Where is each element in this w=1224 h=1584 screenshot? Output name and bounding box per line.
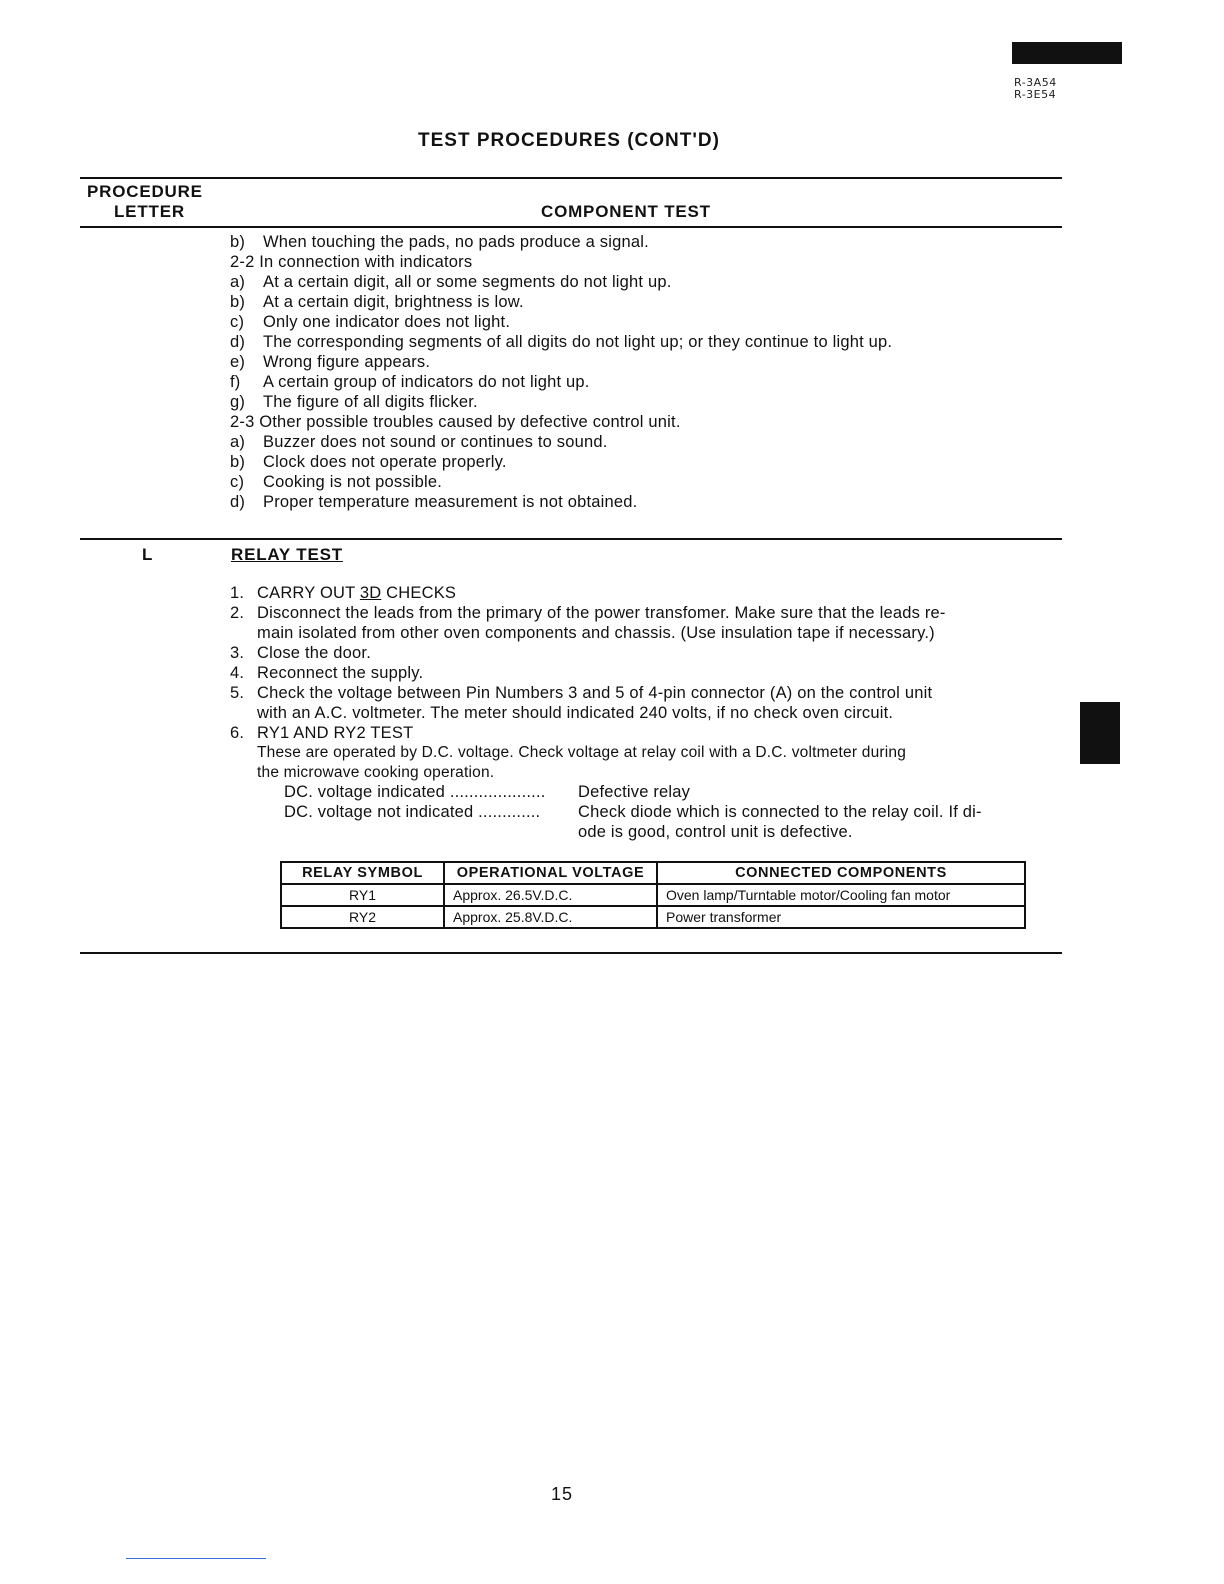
column-header: CONNECTED COMPONENTS: [657, 862, 1025, 884]
list-item: a) At a certain digit, all or some segments do not light up.: [230, 273, 672, 291]
procedure-heading-line2: LETTER: [114, 202, 185, 221]
column-header: OPERATIONAL VOLTAGE: [444, 862, 657, 884]
dc-not-indicated-result: Check diode which is connected to the relay coil. If di-: [578, 803, 982, 821]
list-item: b) At a certain digit, brightness is low.: [230, 293, 524, 311]
corner-tab: [1012, 42, 1122, 64]
table-cell: Oven lamp/Turntable motor/Cooling fan motor: [657, 884, 1025, 906]
table-cell: Approx. 25.8V.D.C.: [444, 906, 657, 928]
dc-not-indicated-label: DC. voltage not indicated .............: [284, 803, 541, 821]
list-item: c) Only one indicator does not light.: [230, 313, 511, 331]
step-1: 1. CARRY OUT 3D CHECKS: [230, 584, 457, 602]
table-cell: RY1: [281, 884, 444, 906]
header-bottom-rule: [80, 226, 1062, 228]
relay-test-title: RELAY TEST: [231, 545, 343, 564]
step-4: 4. Reconnect the supply.: [230, 664, 424, 682]
list-item: g) The figure of all digits flicker.: [230, 393, 478, 411]
component-test-heading: COMPONENT TEST: [541, 202, 711, 221]
scan-divider: [126, 1558, 266, 1559]
step-3: 3. Close the door.: [230, 644, 371, 662]
procedure-heading-line1: PROCEDURE: [87, 182, 203, 201]
column-header: RELAY SYMBOL: [281, 862, 444, 884]
list-item: 2-3 Other possible troubles caused by defective control unit.: [230, 413, 681, 431]
table-header-row: [281, 862, 1025, 884]
procedure-letter-heading: [87, 182, 203, 222]
relay-test-steps: [230, 583, 946, 783]
list-item: b) When touching the pads, no pads produce a signal.: [230, 233, 649, 251]
table-row: [281, 906, 1025, 928]
page-number: 15: [551, 1484, 574, 1504]
procedure-letter-l: L: [142, 545, 154, 564]
step-6-desc-cont: the microwave cooking operation.: [257, 764, 495, 781]
step-2-cont: main isolated from other oven components and chassis. (Use insulation tape if necessary.): [257, 624, 935, 642]
list-item: d) The corresponding segments of all digits do not light up; or they continue to light up.: [230, 333, 893, 351]
section-l-rule: [80, 538, 1062, 540]
table-cell: Power transformer: [657, 906, 1025, 928]
step-5: 5. Check the voltage between Pin Numbers 3 and 5 of 4-pin connector (A) on the control unit: [230, 684, 933, 702]
step-5-cont: with an A.C. voltmeter. The meter should indicated 240 volts, if no check oven circuit.: [257, 704, 894, 722]
list-item: a) Buzzer does not sound or continues to sound.: [230, 433, 608, 451]
section-marker: [1080, 702, 1120, 764]
dc-indicated-label: DC. voltage indicated ....................: [284, 783, 546, 801]
section-k-list: [230, 232, 892, 512]
list-item: f) A certain group of indicators do not light up.: [230, 373, 590, 391]
table-row: [281, 884, 1025, 906]
section-end-rule: [80, 952, 1062, 954]
dc-indicated-result: Defective relay: [578, 783, 691, 801]
page-title: TEST PROCEDURES (CONT'D): [418, 130, 720, 151]
dc-not-indicated-result-cont: ode is good, control unit is defective.: [578, 823, 853, 841]
list-item: d) Proper temperature measurement is not obtained.: [230, 493, 638, 511]
step-2: 2. Disconnect the leads from the primary of the power transfomer. Make sure that the leads re-: [230, 604, 946, 622]
model-number-1: R-3A54: [1014, 76, 1057, 89]
list-item: c) Cooking is not possible.: [230, 473, 443, 491]
table-cell: Approx. 26.5V.D.C.: [444, 884, 657, 906]
step-6-desc: These are operated by D.C. voltage. Check voltage at relay coil with a D.C. voltmeter during: [257, 744, 907, 761]
step-6: 6. RY1 AND RY2 TEST: [230, 724, 414, 742]
header-top-rule: [80, 177, 1062, 179]
list-item: b) Clock does not operate properly.: [230, 453, 507, 471]
list-item: e) Wrong figure appears.: [230, 353, 431, 371]
relay-table: [280, 861, 1026, 929]
list-item: 2-2 In connection with indicators: [230, 253, 473, 271]
table-cell: RY2: [281, 906, 444, 928]
model-number-2: R-3E54: [1014, 88, 1057, 101]
